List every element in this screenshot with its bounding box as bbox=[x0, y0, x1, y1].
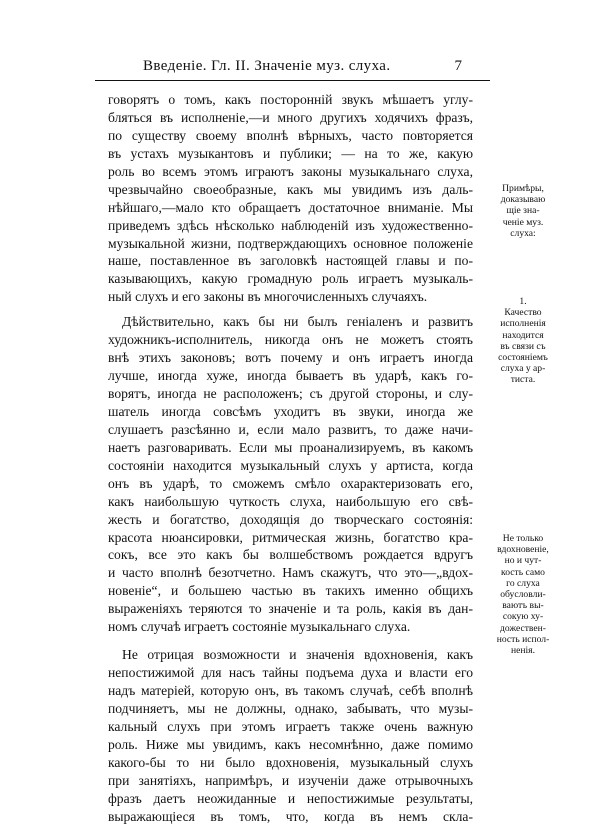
text-line: ный слухъ и его законы въ многочисленныхъ случаяхъ. bbox=[108, 289, 428, 305]
text-line: сокъ, все это какъ бы волшебствомъ рождается вдругъ bbox=[108, 547, 473, 563]
text-line: говорятъ о томъ, какъ посторонній звукъ мѣшаетъ углу- bbox=[108, 92, 473, 107]
text-line: внѣ этихъ законовъ; вотъ почему и онъ играетъ иногда bbox=[108, 350, 473, 366]
text-line: Дѣйствительно, какъ бы ни былъ геніаленъ и развитъ bbox=[122, 314, 473, 330]
text-line: подчиняетъ, мы не должны, однако, забывать, что музы- bbox=[108, 700, 473, 716]
text-line: въ устахъ музыкантовъ и публики; — на то же, какую bbox=[108, 145, 473, 161]
margin-note-examples bbox=[483, 183, 563, 239]
text-line: чрезвычайно своеобразные, какъ мы увидимъ изъ даль- bbox=[108, 181, 473, 197]
margin-note-line: слуха: bbox=[510, 227, 536, 239]
text-line: жесть и богатство, доходящія до творческаго состоянія: bbox=[108, 511, 473, 527]
margin-note-line: но и чут- bbox=[504, 555, 542, 567]
text-line: роль. Ниже мы увидимъ, какъ несомнѣнно, даже помимо bbox=[108, 736, 473, 752]
paragraph-2 bbox=[108, 313, 473, 636]
text-line: красота нюансировки, ритмическая жизнь, богатство кра- bbox=[108, 529, 473, 545]
margin-note-line: щіе зна- bbox=[506, 205, 540, 217]
text-line: надъ матеріей, которую онъ, въ такомъ случаѣ, себѣ вполнѣ bbox=[108, 683, 473, 698]
paragraph-3 bbox=[108, 646, 473, 825]
margin-note-line: ность испол- bbox=[496, 633, 550, 645]
margin-note-line: дожествен- bbox=[500, 622, 546, 634]
text-line: слушаетъ разсѣянно и, если мало развитъ, то даже начи- bbox=[108, 421, 473, 437]
margin-note-line: исполненія bbox=[500, 318, 546, 330]
text-line: наетъ разговаривать. Если мы проанализируемъ, въ какомъ bbox=[108, 439, 473, 455]
margin-note-line: слуха у ар- bbox=[500, 363, 546, 375]
text-line: какъ наибольшую чуткость слуха, наибольшую его свѣ- bbox=[108, 493, 473, 509]
margin-note-line: Качество bbox=[504, 307, 542, 319]
text-line: казывающихъ, какую громадную роль играетъ музыкаль- bbox=[108, 271, 473, 287]
margin-note-performance-quality bbox=[483, 296, 563, 386]
body-text bbox=[108, 91, 473, 826]
paragraph-1 bbox=[108, 91, 473, 306]
text-line: художникъ-исполнитель, никогда онъ не можетъ стоять bbox=[108, 332, 473, 348]
text-line: и часто вполнѣ безотчетно. Намъ скажутъ, что это—„вдох- bbox=[108, 565, 473, 581]
text-line: ворятъ, иногда не расположенъ; съ другой стороны, и слу- bbox=[108, 386, 473, 401]
text-line: кальный слухъ при этомъ играетъ также очень важную bbox=[108, 718, 473, 734]
text-line: при занятіяхъ, напримѣръ, и изученіи даже отрывочныхъ bbox=[108, 772, 473, 788]
margin-note-inspiration bbox=[483, 533, 563, 656]
margin-note-line: ненія. bbox=[510, 645, 535, 657]
margin-note-line: сокую ху- bbox=[502, 611, 544, 623]
text-line: выраженіяхъ теряются то значеніе и та роль, какія въ дан- bbox=[108, 601, 473, 617]
margin-note-line: находится bbox=[502, 329, 544, 341]
text-line: новеніе“, и большею частью въ такихъ именно общихъ bbox=[108, 583, 473, 599]
margin-note-line: ченіе муз. bbox=[502, 216, 544, 228]
text-line: фразъ даетъ неожиданные и непостижимые результаты, bbox=[108, 790, 473, 806]
text-line: нѣйшаго,—мало кто обращаетъ достаточное вниманіе. Мы bbox=[108, 199, 473, 215]
margin-note-line: доказываю bbox=[500, 194, 546, 206]
margin-note-line: 1. bbox=[519, 296, 527, 307]
margin-note-line: Не только bbox=[502, 533, 544, 544]
text-line: бляться въ исполненіе,—и много другихъ ходячихъ фразъ, bbox=[108, 109, 473, 125]
text-line: какого-бы то ни было вдохновенія, музыкальный слухъ bbox=[108, 754, 473, 770]
margin-note-line: въ связи съ bbox=[500, 340, 546, 352]
running-header bbox=[95, 52, 490, 81]
text-line: роль во всемъ этомъ играютъ законы музыкальнаго слуха, bbox=[108, 163, 473, 179]
margin-note-line: тиста. bbox=[510, 374, 536, 386]
margin-note-line: состояніемъ bbox=[498, 352, 548, 364]
text-line: выражающіеся въ томъ, что, когда въ немъ скла- bbox=[108, 808, 473, 824]
text-line: непостижимой для насъ тайны подъема духа и власти его bbox=[108, 665, 473, 681]
text-line: шатель иногда совсѣмъ уходитъ въ звуки, иногда же bbox=[108, 403, 473, 419]
text-line: наше, поставленное въ заголовкѣ настоящей главы и по- bbox=[108, 253, 473, 269]
text-line: состояніи находится музыкальный слухъ у артиста, когда bbox=[108, 457, 473, 473]
margin-note-line: обусловли- bbox=[500, 589, 546, 601]
text-line: Не отрицая возможности и значенія вдохновенія, какъ bbox=[122, 647, 473, 663]
text-line: музыкальной жизни, подтверждающихъ основное положеніе bbox=[108, 235, 473, 251]
margin-note-line: вдохновеніе, bbox=[497, 544, 549, 556]
text-line: лучше, иногда хуже, иногда бываетъ въ ударѣ, какъ го- bbox=[108, 368, 473, 384]
text-line: приведемъ здѣсь нѣсколько наблюденій изъ художественно- bbox=[108, 217, 473, 233]
margin-note-line: го слуха bbox=[506, 577, 540, 589]
running-title: Введеніе. Гл. II. Значеніе муз. слуха. bbox=[143, 58, 391, 74]
margin-note-line: Примѣры, bbox=[502, 183, 544, 194]
margin-note-line: ваютъ вы- bbox=[502, 600, 544, 612]
text-line: онъ въ ударѣ, то сможемъ смѣло охарактеризовать его, bbox=[108, 475, 473, 491]
text-line: по существу своему вполнѣ вѣрныхъ, часто повторяется bbox=[108, 127, 473, 143]
page-number: 7 bbox=[454, 58, 462, 74]
text-line: номъ случаѣ играетъ состояніе музыкальнаго слуха. bbox=[108, 619, 411, 635]
margin-note-line: кость само bbox=[501, 566, 545, 578]
